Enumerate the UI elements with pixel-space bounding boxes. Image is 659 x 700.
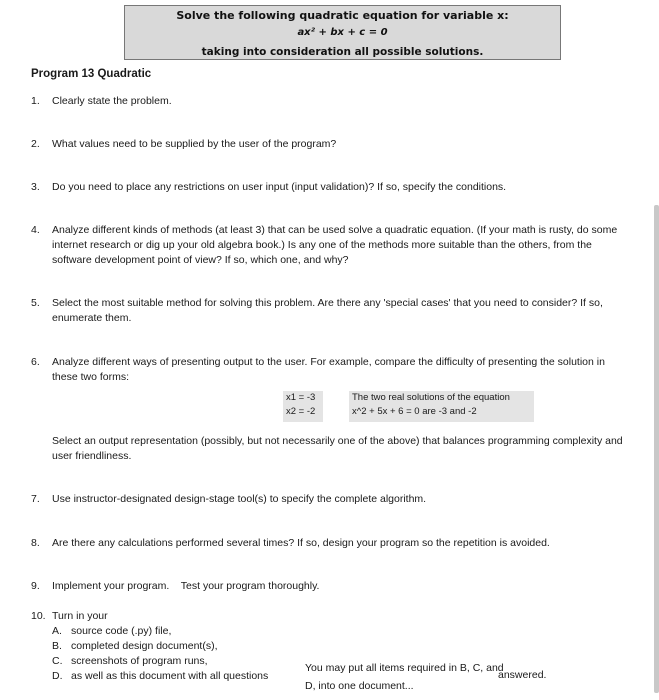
turn-in-letter: B. (52, 640, 62, 652)
output-form-1-line-2: x2 = -2 (286, 406, 316, 417)
output-form-2 (349, 391, 534, 422)
turn-in-letter: D. (52, 670, 63, 682)
question-number: 10. (31, 610, 46, 622)
output-form-2-line-1: The two real solutions of the equation (352, 392, 510, 403)
banner-line-3: taking into consideration all possible solutions. (201, 46, 484, 58)
problem-banner (124, 5, 561, 60)
question-text: Are there any calculations performed several times? If so, design your program so the repetition is avoided. (52, 537, 550, 549)
question-number: 9. (31, 580, 40, 592)
banner-equation: ax² + bx + c = 0 (297, 27, 388, 38)
question-number: 3. (31, 181, 40, 193)
output-form-2-line-2: x^2 + 5x + 6 = 0 are -3 and -2 (352, 406, 477, 417)
question-text: Select the most suitable method for solving this problem. Are there any 'special cases' that you need to consider? If so, enumerate them. (52, 297, 603, 324)
program-title: Program 13 Quadratic (31, 68, 152, 80)
turn-in-text: as well as this document with all questions (71, 670, 269, 682)
output-form-1-line-1: x1 = -3 (286, 392, 316, 403)
banner-line-1: Solve the following quadratic equation for variable x: (176, 9, 509, 22)
question-number: 8. (31, 537, 40, 549)
question-number: 4. (31, 224, 40, 236)
item-6-followup: Select an output representation (possibly, but not necessarily one of the above) that balances programming complexity and user friendliness. (52, 435, 623, 462)
turn-in-letter: A. (52, 625, 62, 637)
turn-in-text: source code (.py) file, (71, 625, 172, 637)
question-number: 5. (31, 297, 40, 309)
question-text: Use instructor-designated design-stage tool(s) to specify the complete algorithm. (52, 493, 427, 505)
question-text: What values need to be supplied by the user of the program? (52, 138, 337, 150)
question-number: 6. (31, 356, 40, 368)
question-text: Implement your program. Test your program thoroughly. (52, 580, 320, 592)
turn-in-text: screenshots of program runs, (71, 655, 208, 667)
side-note: You may put all items required in B, C, and D, into one document... (305, 662, 504, 692)
question-number: 7. (31, 493, 40, 505)
question-text: Turn in your (52, 610, 108, 622)
question-number: 2. (31, 138, 40, 150)
output-form-1 (283, 391, 323, 422)
answered-text: answered. (498, 669, 547, 681)
turn-in-text: completed design document(s), (71, 640, 218, 652)
question-text: Analyze different ways of presenting output to the user. For example, compare the difficulty of presenting the solution in these two forms: (52, 356, 605, 383)
vertical-scrollbar[interactable] (654, 205, 659, 693)
question-text: Clearly state the problem. (52, 95, 172, 107)
turn-in-letter: C. (52, 655, 63, 667)
question-text: Analyze different kinds of methods (at least 3) that can be used solve a quadratic equation. (If your math is rusty, do some internet research or dig up your old algebra book.) Is any one of the methods more suitable than the others, from the software development point of view? If so, which one, and why? (52, 224, 618, 266)
question-number: 1. (31, 95, 40, 107)
question-text: Do you need to place any restrictions on user input (input validation)? If so, specify the conditions. (52, 181, 507, 193)
